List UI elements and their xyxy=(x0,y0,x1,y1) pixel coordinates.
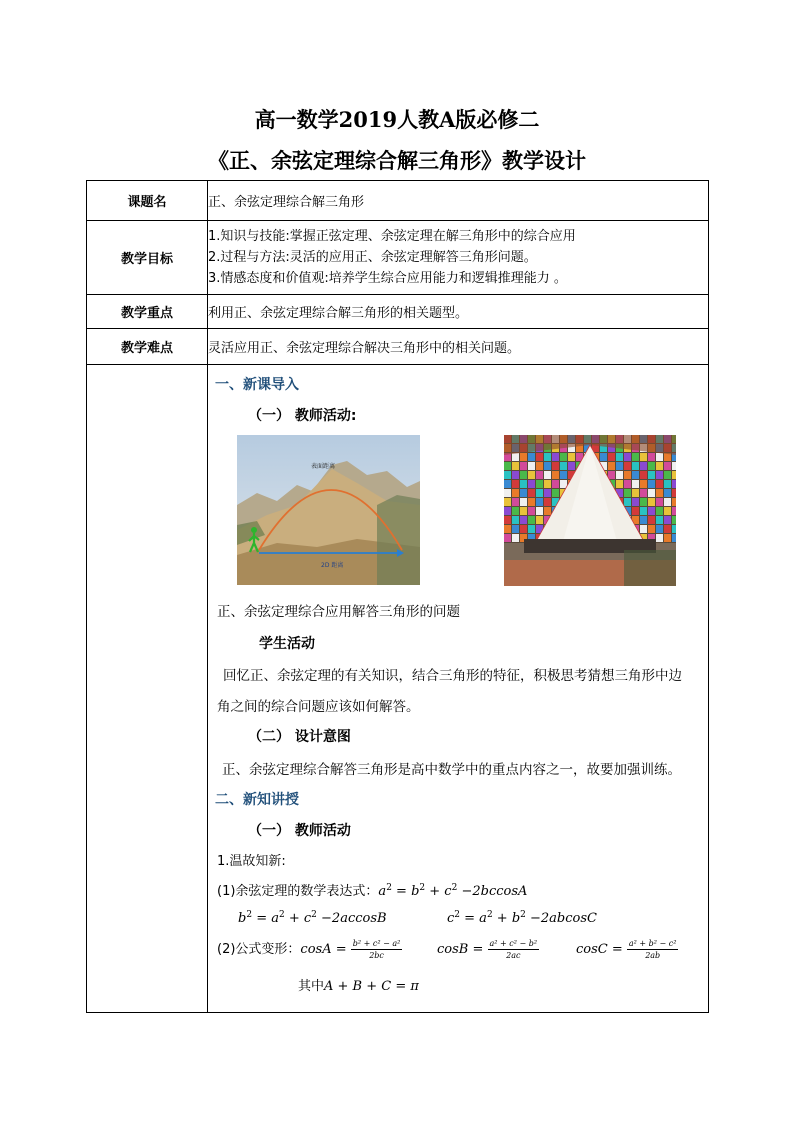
table-row xyxy=(87,181,709,221)
walker-icon xyxy=(251,527,257,533)
formula-variants-line xyxy=(217,938,402,961)
law-of-cosines-line xyxy=(217,880,527,899)
topic-label: 课题名 xyxy=(87,181,208,221)
lesson-content-cell xyxy=(208,365,709,1013)
goal-value xyxy=(208,221,709,295)
surface-distance-label: 表面距离 xyxy=(311,463,336,470)
section-heading: 一、新课导入 xyxy=(215,377,299,393)
student-activity-text: 回忆正、余弦定理的有关知识，结合三角形的特征，积极思考猜想三角形中边 xyxy=(223,668,682,684)
design-intent-text: 正、余弦定理综合解答三角形是高中数学中的重点内容之一，故要加强训练。 xyxy=(222,762,681,778)
angle-sum-line: 其中A + B + C = π xyxy=(298,979,419,994)
goal-item: 2.过程与方法:灵活的应用正、余弦定理解答三角形问题。 xyxy=(208,250,537,265)
review-heading: 1.温故知新: xyxy=(217,854,286,869)
cos-b-formula: cosB = $\frac{\text{a² + c² − b²}}{2ac}$ xyxy=(437,939,538,960)
cos-a-formula: cosA = $\frac{\text{b² + c² − a²}}{2bc}$ xyxy=(300,939,401,960)
formula-a-squared: $a^2 = b^2 + c^2 -2bccosA$ xyxy=(378,883,528,899)
goal-item: 3.情感态度和价值观:培养学生综合应用能力和逻辑推理能力 。 xyxy=(208,271,567,286)
key-point-value: 利用正、余弦定理综合解三角形的相关题型。 xyxy=(208,295,709,329)
goal-label: 教学目标 xyxy=(87,221,208,295)
section-heading: 二、新知讲授 xyxy=(215,792,299,808)
goal-item: 1.知识与技能:掌握正弦定理、余弦定理在解三角形中的综合应用 xyxy=(208,229,576,244)
formula-c-squared: $c^2 = a^2 + b^2 -2abcosC$ xyxy=(447,910,597,926)
hill-distance-picture xyxy=(237,435,420,585)
picture-caption: 正、余弦定理综合应用解答三角形的问题 xyxy=(217,604,460,620)
topic-value: 正、余弦定理综合解三角形 xyxy=(208,181,709,221)
table-row xyxy=(87,221,709,295)
empty-label-cell xyxy=(87,365,208,1013)
subsection-heading: （一） 教师活动: xyxy=(248,408,357,424)
key-point-label: 教学重点 xyxy=(87,295,208,329)
cos-c-formula: cosC = $\frac{\text{a² + b² − c²}}{2ab}$ xyxy=(576,939,677,960)
flat-distance-label: 2D 距离 xyxy=(321,562,344,569)
document-title-line1: 高一数学2019人教A版必修二 xyxy=(254,107,540,132)
atrium-picture xyxy=(504,435,676,586)
lesson-plan-table xyxy=(86,180,709,1013)
subsection-heading: （二） 设计意图 xyxy=(248,729,351,745)
variant-label: (2)公式变形： xyxy=(217,942,301,957)
table-row xyxy=(87,295,709,329)
student-activity-heading: 学生活动 xyxy=(259,636,315,652)
subsection-heading: （一） 教师活动 xyxy=(248,823,351,839)
document-title-line2: 《正、余弦定理综合解三角形》教学设计 xyxy=(208,148,586,173)
table-row xyxy=(87,365,709,1013)
law-label: (1)余弦定理的数学表达式： xyxy=(217,884,379,899)
difficulty-label: 教学难点 xyxy=(87,329,208,365)
difficulty-value: 灵活应用正、余弦定理综合解决三角形中的相关问题。 xyxy=(208,329,709,365)
formula-b-squared: $b^2 = a^2 + c^2 -2accosB$ xyxy=(238,910,387,926)
student-activity-text-cont: 角之间的综合问题应该如何解答。 xyxy=(217,699,420,715)
table-row xyxy=(87,329,709,365)
